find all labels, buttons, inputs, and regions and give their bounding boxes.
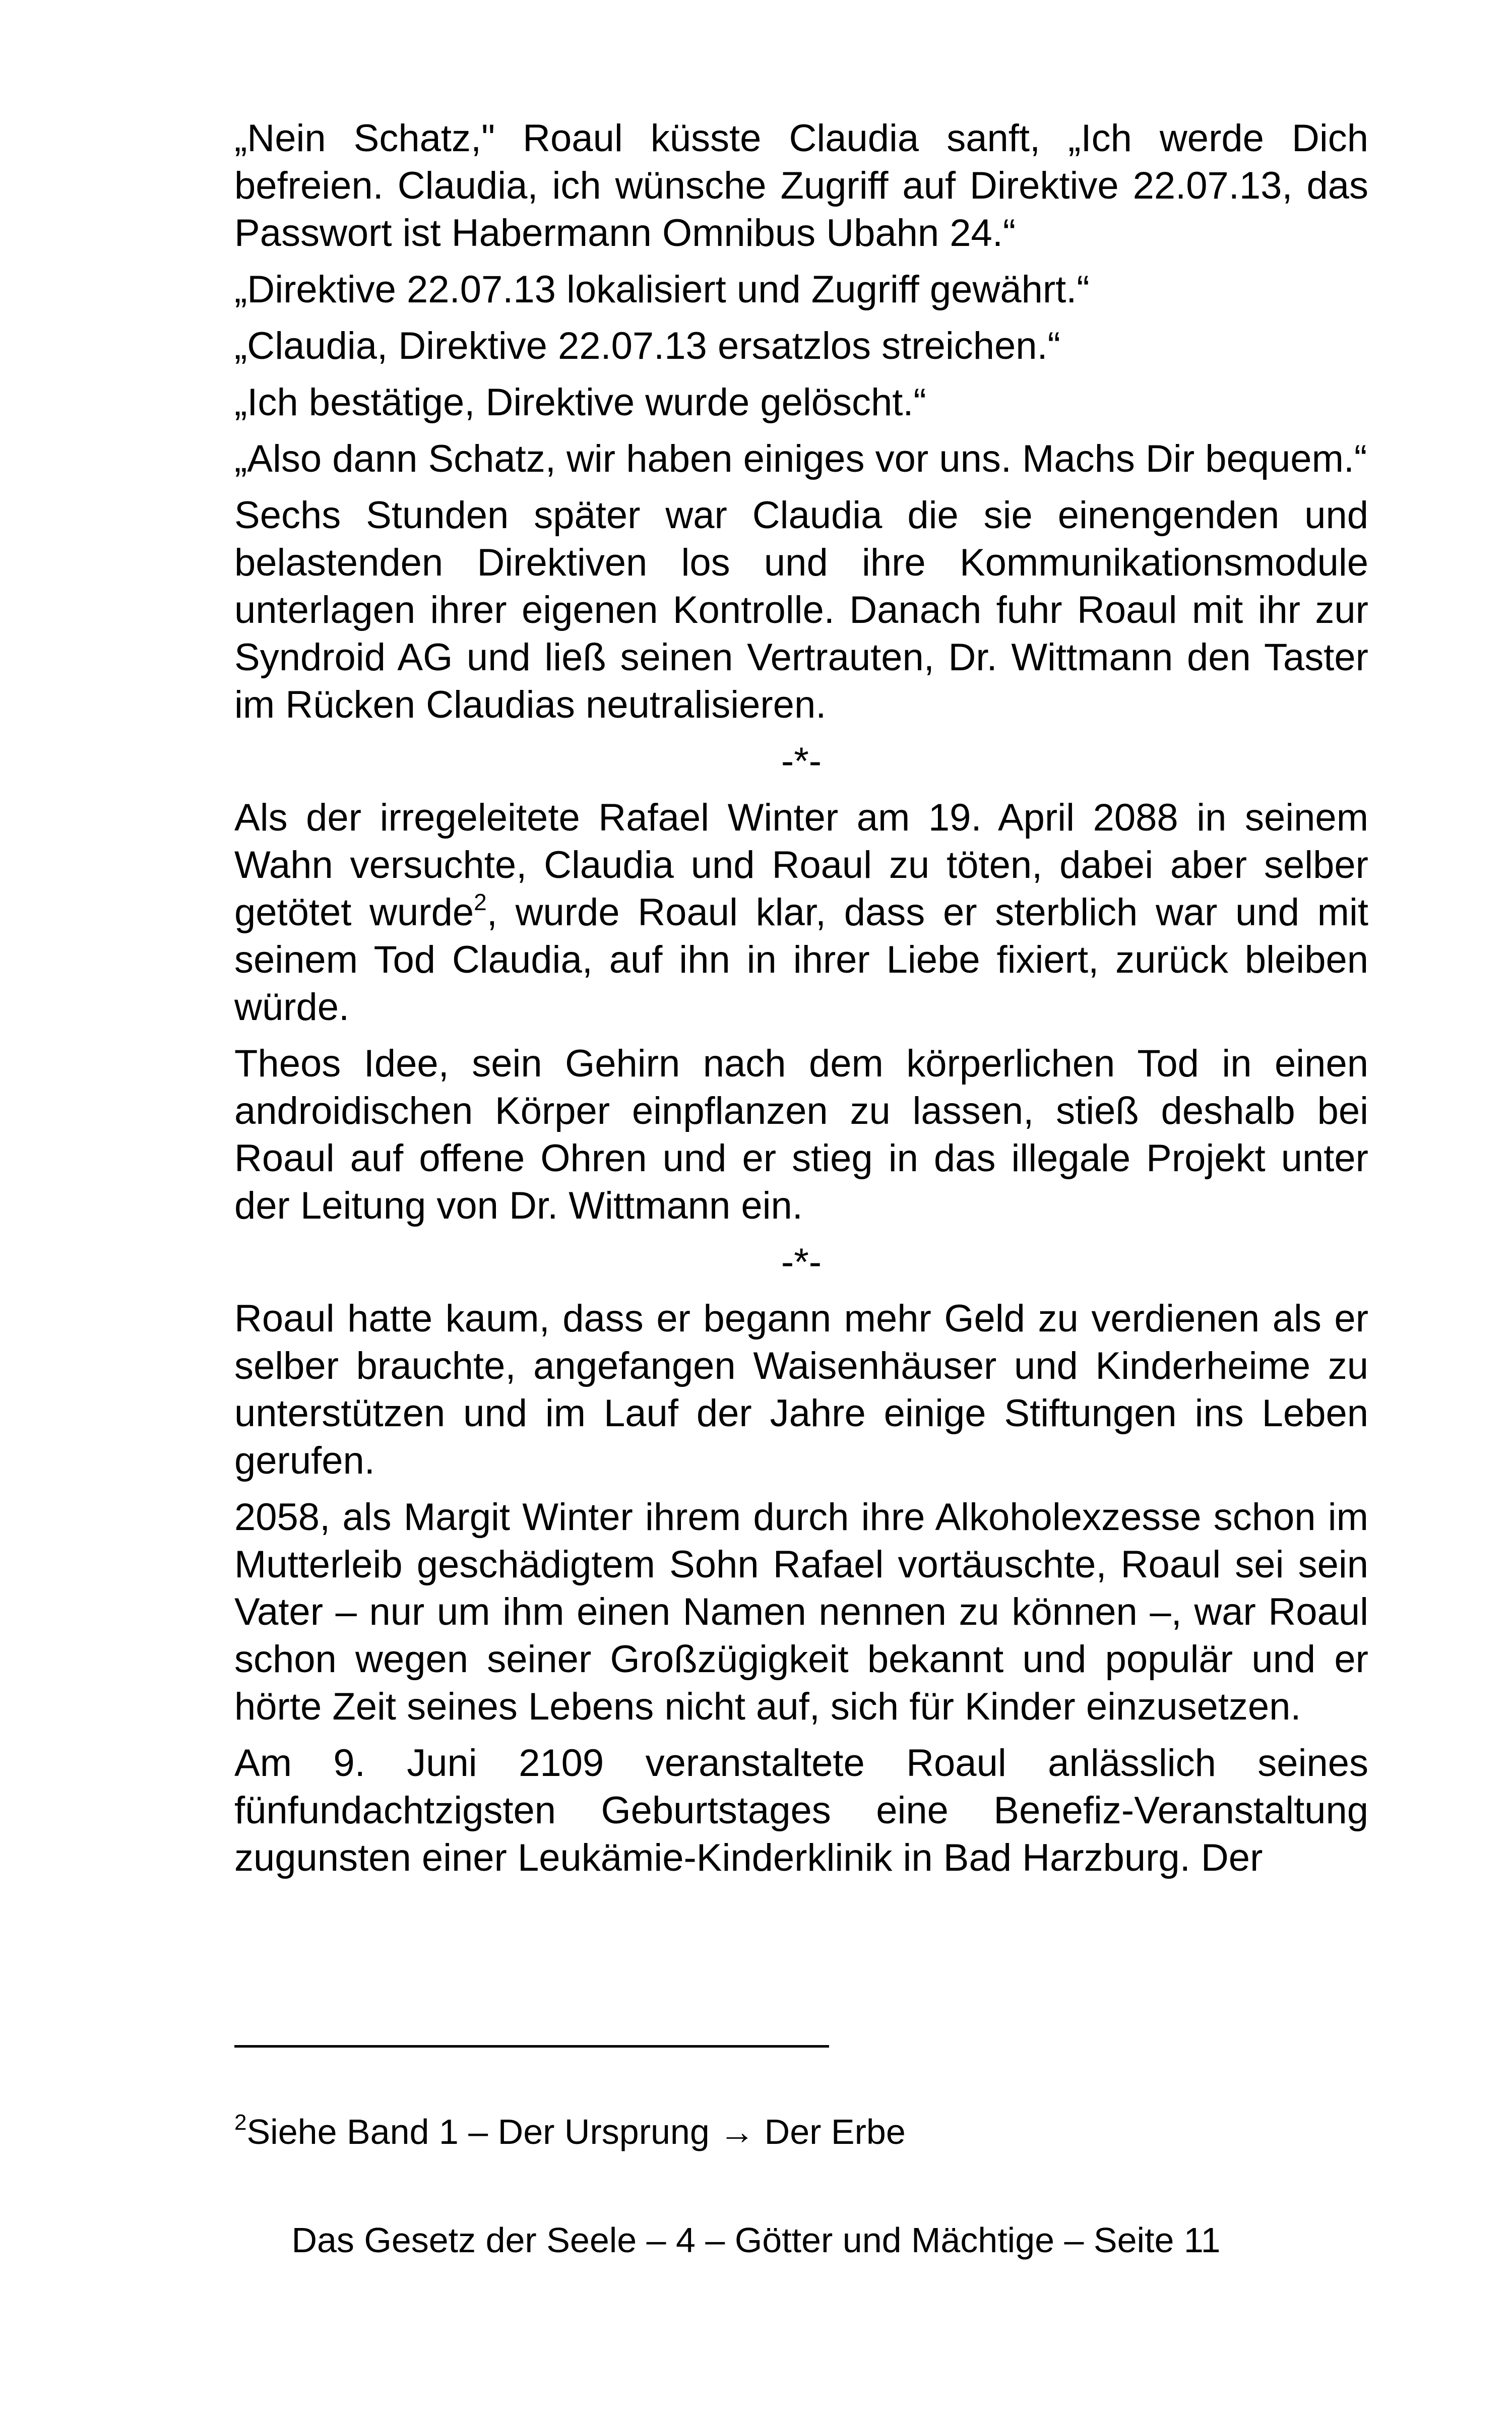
paragraph: 2058, als Margit Winter ihrem durch ihre Alkoholexzesse schon im Mutterleib geschädigtem Sohn Rafael vortäuschte, Roaul sei sein Vater – nur um ihm einen Namen nennen zu können –, war Roaul schon wegen seiner Großzügigkeit bekannt und populär und er hörte Zeit seines Lebens nicht auf, sich für Kinder einzusetzen. — [234, 1496, 1368, 1728]
paragraph: Theos Idee, sein Gehirn nach dem körperlichen Tod in einen androidischen Körper einpflanzen zu lassen, stieß deshalb bei Roaul auf offene Ohren und er stieg in das illegale Projekt unter der Leitung von Dr. Wittmann ein. — [234, 1042, 1368, 1227]
paragraph: „Ich bestätige, Direktive wurde gelöscht.“ — [234, 381, 926, 424]
main-text — [234, 115, 1368, 1891]
footnote — [234, 2109, 906, 2154]
paragraph-text: , wurde Roaul klar, dass er sterblich war und mit seinem Tod Claudia, auf ihn in ihrer Liebe fixiert, zurück bleiben würde. — [234, 891, 1368, 1029]
paragraph: „Direktive 22.07.13 lokalisiert und Zugriff gewährt.“ — [234, 268, 1090, 311]
page-footer: Das Gesetz der Seele – 4 – Götter und Mächtige – Seite 11 — [291, 2220, 1221, 2260]
paragraph: Sechs Stunden später war Claudia die sie einengenden und belastenden Direktiven los und ihre Kommunikationsmodule unterlagen ihrer eigenen Kontrolle. Danach fuhr Roaul mit ihr zur Syndroid AG und ließ seinen Vertrauten, Dr. Wittmann den Taster im Rücken Claudias neutralisieren. — [234, 494, 1368, 726]
paragraph: „Nein Schatz," Roaul küsste Claudia sanft, „Ich werde Dich befreien. Claudia, ich wünsche Zugriff auf Direktive 22.07.13, das Passwort ist Habermann Omnibus Ubahn 24.“ — [234, 117, 1368, 255]
paragraph: „Also dann Schatz, wir haben einiges vor uns. Machs Dir bequem.“ — [234, 437, 1367, 480]
footnote-reference: 2 — [474, 889, 487, 915]
paragraph: Roaul hatte kaum, dass er begann mehr Geld zu verdienen als er selber brauchte, angefangen Waisenhäuser und Kinderheime zu unterstützen und im Lauf der Jahre einige Stiftungen ins Leben gerufen. — [234, 1297, 1368, 1482]
paragraph-text: Als der irregeleitete Rafael Winter am 19. April 2088 in seinem Wahn versuchte, Claudia und Roaul zu töten, dabei aber selber getötet wurde — [234, 796, 1368, 934]
paragraph: „Claudia, Direktive 22.07.13 ersatzlos streichen.“ — [234, 325, 1060, 367]
paragraph — [234, 794, 1368, 1031]
footnote-divider — [234, 2045, 829, 2048]
footnote-marker: 2 — [234, 2110, 247, 2135]
footnote-text: Siehe Band 1 – Der Ursprung → Der Erbe — [246, 2112, 906, 2151]
paragraph: Am 9. Juni 2109 veranstaltete Roaul anlässlich seines fünfundachtzigsten Geburtstages eine Benefiz-Veranstaltung zugunsten einer Leukämie-Kinderklinik in Bad Harzburg. Der — [234, 1742, 1368, 1879]
section-separator: -*- — [781, 740, 822, 783]
section-separator: -*- — [781, 1241, 822, 1284]
